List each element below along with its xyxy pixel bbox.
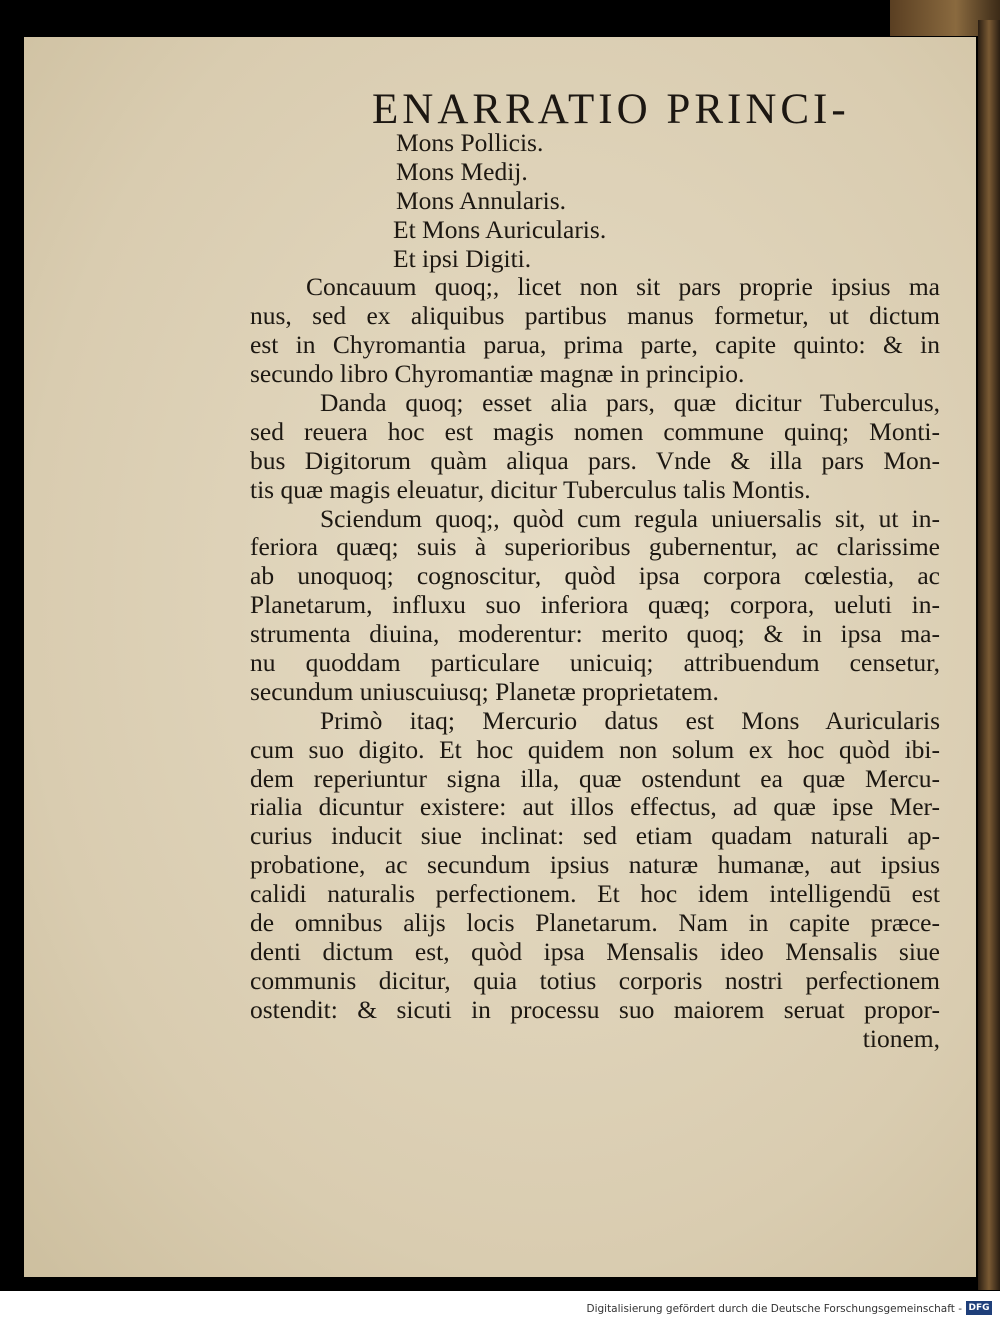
text-line: cum suo digito. Et hoc quidem non solum ex hoc quòd ibi- [250,735,940,764]
text-line: bus Digitorum quàm aliqua pars. Vnde & illa pars Mon- [250,446,940,475]
text-line: Mons Pollicis. [396,129,544,157]
book-edge-right [978,20,1000,1290]
text-line: tis quæ magis eleuatur, dicitur Tuberculus talis Montis. [250,475,811,504]
text-line: Primò itaq; Mercurio datus est Mons Auricularis [320,706,940,735]
text-line: Danda quoq; esset alia pars, quæ dicitur Tuberculus, [320,389,940,418]
text-line: feriora quæq; suis à superioribus gubernentur, ac clarissime [250,533,940,562]
text-line: Planetarum, influxu suo inferiora quæq; corpora, ueluti in- [250,591,940,620]
text-line: calidi naturalis perfectionem. Et hoc idem intelligendū est [250,880,940,909]
text-line: strumenta diuina, moderentur: merito quoq; & in ipsa ma- [250,620,940,649]
text-line: Concauum quoq;, licet non sit pars proprie ipsius ma [306,273,940,302]
text-line: rialia dicuntur existere: aut illos effectus, ad quæ ipse Mer- [250,793,940,822]
text-line: sed reuera hoc est magis nomen commune quinq; Monti- [250,417,940,446]
footer-credit: Digitalisierung gefördert durch die Deutsche Forschungsgemeinschaft - [586,1303,962,1315]
text-line: Sciendum quoq;, quòd cum regula uniuersalis sit, ut in- [320,504,940,533]
text-line: nus, sed ex aliquibus partibus manus formetur, ut dictum [250,302,940,331]
text-line: ostendit: & sicuti in processu suo maiorem seruat propor- [250,995,940,1024]
text-line: de omnibus alijs locis Planetarum. Nam in capite præce- [250,909,940,938]
text-line: Et Mons Auricularis. [393,215,607,244]
running-head: ENARRATIO PRINCI- [372,86,850,133]
text-line: Mons Medij. [396,157,528,186]
book-page [24,37,976,1277]
footer-bar [0,1291,1000,1325]
text-line: secundo libro Chyromantiæ magnæ in principio. [250,360,745,389]
text-line: probatione, ac secundum ipsius naturæ humanæ, aut ipsius [250,851,940,880]
text-line: dem reperiuntur signa illa, quæ ostendunt ea quæ Mercu- [250,764,940,793]
text-line: tionem, [862,1024,940,1053]
text-line: Et ipsi Digiti. [393,244,532,273]
text-line: curius inducit siue inclinat: sed etiam quadam naturali ap- [250,822,940,851]
text-line: communis dicitur, quia totius corporis nostri perfectionem [250,966,940,995]
text-line: ab unoquoq; cognoscitur, quòd ipsa corpora cœlestia, ac [250,562,940,591]
text-line: nu quoddam particulare unicuiq; attribuendum censetur, [250,649,940,678]
text-line: denti dictum est, quòd ipsa Mensalis ideo Mensalis siue [250,937,940,966]
text-line: secundum uniuscuiusq; Planetæ proprietatem. [250,677,719,706]
dfg-logo: DFG [966,1301,992,1315]
text-line: Mons Annularis. [396,186,567,215]
text-block [250,129,940,1054]
text-line: est in Chyromantia parua, prima parte, capite quinto: & in [250,331,940,360]
